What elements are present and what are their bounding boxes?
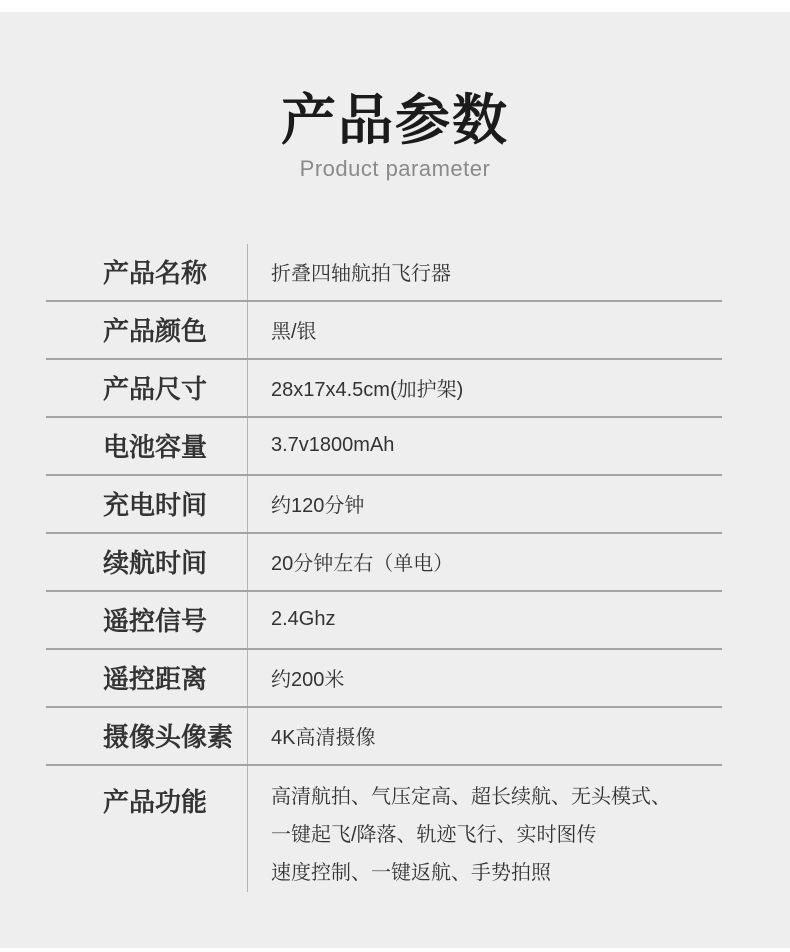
- spec-row-remote-distance: [46, 650, 722, 708]
- spec-row-charge-time: [46, 476, 722, 534]
- spec-label: 产品名称: [103, 258, 208, 289]
- spec-row-product-functions: [46, 766, 722, 892]
- spec-label: 充电时间: [103, 490, 208, 521]
- spec-value: 约200米: [247, 650, 722, 706]
- spec-label: 产品颜色: [103, 316, 208, 347]
- spec-value: 28x17x4.5cm(加护架): [247, 360, 722, 416]
- spec-value-line: 一键起飞/降落、轨迹飞行、实时图传: [271, 823, 597, 846]
- spec-value: 2.4Ghz: [247, 592, 722, 648]
- spec-row-product-color: [46, 302, 722, 360]
- spec-value: 折叠四轴航拍飞行器: [247, 244, 722, 300]
- spec-row-product-name: [46, 244, 722, 302]
- page-title: 产品参数: [280, 89, 509, 151]
- spec-value-line: 速度控制、一键返航、手势拍照: [271, 861, 551, 884]
- spec-value: 约120分钟: [247, 476, 722, 532]
- spec-value: 3.7v1800mAh: [247, 418, 722, 474]
- spec-row-product-size: [46, 360, 722, 418]
- spec-value: [247, 766, 722, 892]
- product-parameter-panel: [0, 12, 790, 948]
- spec-row-flight-time: [46, 534, 722, 592]
- spec-label: 摄像头像素: [103, 722, 234, 753]
- spec-row-camera-pixels: [46, 708, 722, 766]
- spec-label: 遥控距离: [103, 664, 208, 695]
- spec-label: 产品尺寸: [103, 374, 208, 405]
- spec-row-battery-capacity: [46, 418, 722, 476]
- spec-value: 黑/银: [247, 302, 722, 358]
- spec-label: 产品功能: [103, 786, 208, 817]
- spec-table: [46, 244, 722, 892]
- spec-label: 遥控信号: [103, 606, 208, 637]
- spec-label: 电池容量: [103, 432, 208, 463]
- page-header: [0, 88, 790, 182]
- spec-label: 续航时间: [103, 548, 208, 579]
- spec-row-remote-signal: [46, 592, 722, 650]
- spec-value: 4K高清摄像: [247, 708, 722, 764]
- spec-value: 20分钟左右（单电）: [247, 534, 722, 590]
- page-subtitle: Product parameter: [299, 155, 491, 181]
- spec-value-line: 高清航拍、气压定高、超长续航、无头模式、: [271, 785, 671, 808]
